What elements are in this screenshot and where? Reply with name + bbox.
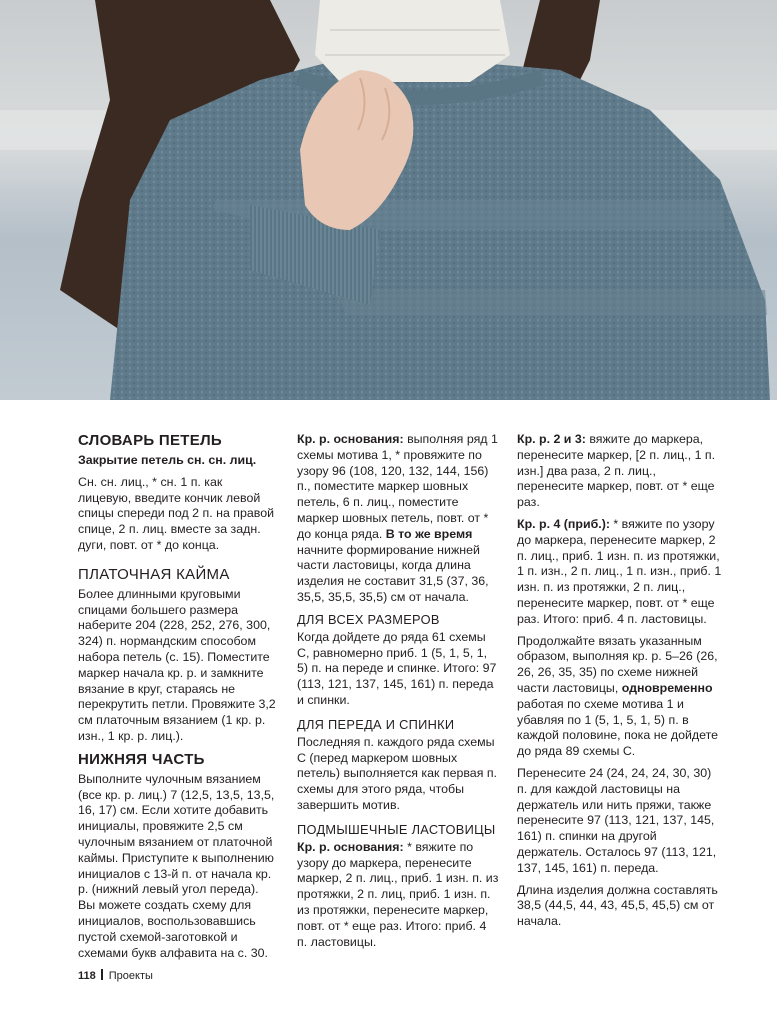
heading-stitch-dictionary: СЛОВАРЬ ПЕТЕЛЬ [78, 432, 222, 449]
round-4-paragraph [517, 517, 722, 628]
section-name: Проекты [108, 970, 153, 982]
at-same-time-label: В то же время [385, 526, 473, 541]
all-sizes-text: Когда дойдете до ряда 61 схемы С, равномерно приб. 1 (5, 1, 5, 1, 5) п. на переде и спинке. Итого: 97 (113, 121, 137, 145, 161) п. переда и спинки. [297, 629, 497, 707]
setup-round-text-b: начните формирование нижней части ластовицы, когда длина изделия не составит 31,5 (37, 36, 35,5, 35,5, 35,5) см от начала. [297, 542, 489, 604]
rounds-2-3-paragraph [517, 432, 722, 511]
page-number: 118 [78, 970, 96, 982]
gusset-setup-label: Кр. р. основания: [297, 839, 404, 854]
rounds-2-3-label: Кр. р. 2 и 3: [517, 432, 586, 446]
heading-front-back: ДЛЯ ПЕРЕДА И СПИНКИ [297, 716, 455, 732]
sweater-photo [0, 0, 777, 400]
heading-all-sizes: ДЛЯ ВСЕХ РАЗМЕРОВ [297, 611, 440, 627]
transfer-paragraph: Перенесите 24 (24, 24, 24, 30, 30) п. для каждой ластовицы на держатель или нить пряжи, также перенесите 97 (113, 121, 137, 145, 161) п. спинки на другой держатель. Осталось 97 (113, 121, 137, 145, 161) п. переда. [517, 765, 717, 875]
heading-gussets: ПОДМЫШЕЧНЫЕ ЛАСТОВИЦЫ [297, 821, 496, 837]
length-paragraph: Длина изделия должна составлять 38,5 (44,5, 44, 43, 45,5, 45,5) см от начала. [517, 882, 718, 929]
round-4-label: Кр. р. 4 (приб.): [517, 516, 610, 531]
footer-divider [101, 969, 103, 980]
continue-paragraph [517, 634, 722, 760]
gusset-setup-text: * вяжите по узору до маркера, перенесите маркер, 2 п. лиц., приб. 1 изн. п. из протяжки, 2 п. лиц, приб. 1 изн. п. из протяжки, перенесите маркер, повт. от * еще раз. Итого: приб. 4 п. ластовицы. [297, 839, 499, 949]
setup-round-text-a: выполняя ряд 1 схемы мотива 1, * провяжите по узору 96 (108, 120, 132, 144, 156) п., поместите маркер шовных петель, 6 п. лиц., поместите маркер шовных петель, повт. от * до конца ряда. [297, 432, 498, 541]
simultaneously-label: одновременно [621, 680, 713, 695]
page-footer [78, 969, 153, 983]
bind-off-text: Сн. сн. лиц., * сн. 1 п. как лицевую, введите кончик левой спицы спереди под 2 п. на правой спице, 2 п. лиц. вместе за задн. дуги, повт. от * до конца. [78, 474, 275, 552]
continue-text-a: Продолжайте вязать указанным образом, выполняя кр. р. 5–26 (26, 26, 26, 35, 35) по схеме нижней части ластовицы, [517, 633, 718, 695]
gusset-paragraph [297, 840, 499, 951]
lower-body-text: Выполните чулочным вязанием (все кр. р. лиц.) 7 (12,5, 13,5, 13,5, 16, 17) см. Если хотите добавить инициалы, провяжите 2,5 см чулочным вязанием от платочной каймы. Приступите к выполнению инициалов с 13-й п. от начала кр. р. (нижний левый угол переда). Вы можете создать схему для инициалов, воспользовавшись пустой схемой-заготовкой и схемами букв алфавита на с. 30. [78, 771, 275, 960]
round-4-text: * вяжите по узору до маркера, перенесите маркер, 2 п. лиц., приб. 1 изн. п. из протяжки, 1 п. изн., 2 п. лиц., 1 п. изн., приб. 1 изн. п. из протяжки, 2 п. лиц., перенесите маркер, повт. от * еще раз. Итого: приб. 4 п. ластовицы. [517, 516, 722, 626]
column-3 [517, 432, 722, 936]
heading-lower-body: НИЖНЯЯ ЧАСТЬ [78, 750, 205, 768]
column-1 [78, 432, 278, 967]
subheading-bind-off: Закрытие петель сн. сн. лиц. [78, 453, 257, 467]
setup-round-label: Кр. р. основания: [297, 432, 404, 446]
rounds-2-3-text: вяжите до маркера, перенесите маркер, [2 п. лиц., 1 п. изн.] два раза, 2 п. лиц., перенесите маркер, повт. от * еще раз. [517, 432, 716, 510]
heading-garter-border: ПЛАТОЧНАЯ КАЙМА [78, 565, 230, 583]
continue-text-b: работая по схеме мотива 1 и убавляя по 1 (5, 1, 5, 1, 5) п. в каждой половине, пока не дойдете до ряда 89 схемы С. [517, 696, 719, 759]
column-2 [297, 432, 499, 956]
setup-round-paragraph [297, 432, 499, 606]
garter-border-text: Более длинными круговыми спицами большего размера наберите 204 (228, 252, 276, 300, 324) п. нормандским способом набора петель (с. 15). Поместите маркер начала кр. р. и замкните вязание в круг, стараясь не перекрутить петли. Провяжите 3,2 см платочным вязанием (1 кр. р. изн., 1 кр. р. лиц.). [78, 586, 276, 743]
front-back-text: Последняя п. каждого ряда схемы С (перед маркером шовных петель) выполняется как первая п. схемы для этого ряда, чтобы завершить мотив. [297, 734, 497, 812]
